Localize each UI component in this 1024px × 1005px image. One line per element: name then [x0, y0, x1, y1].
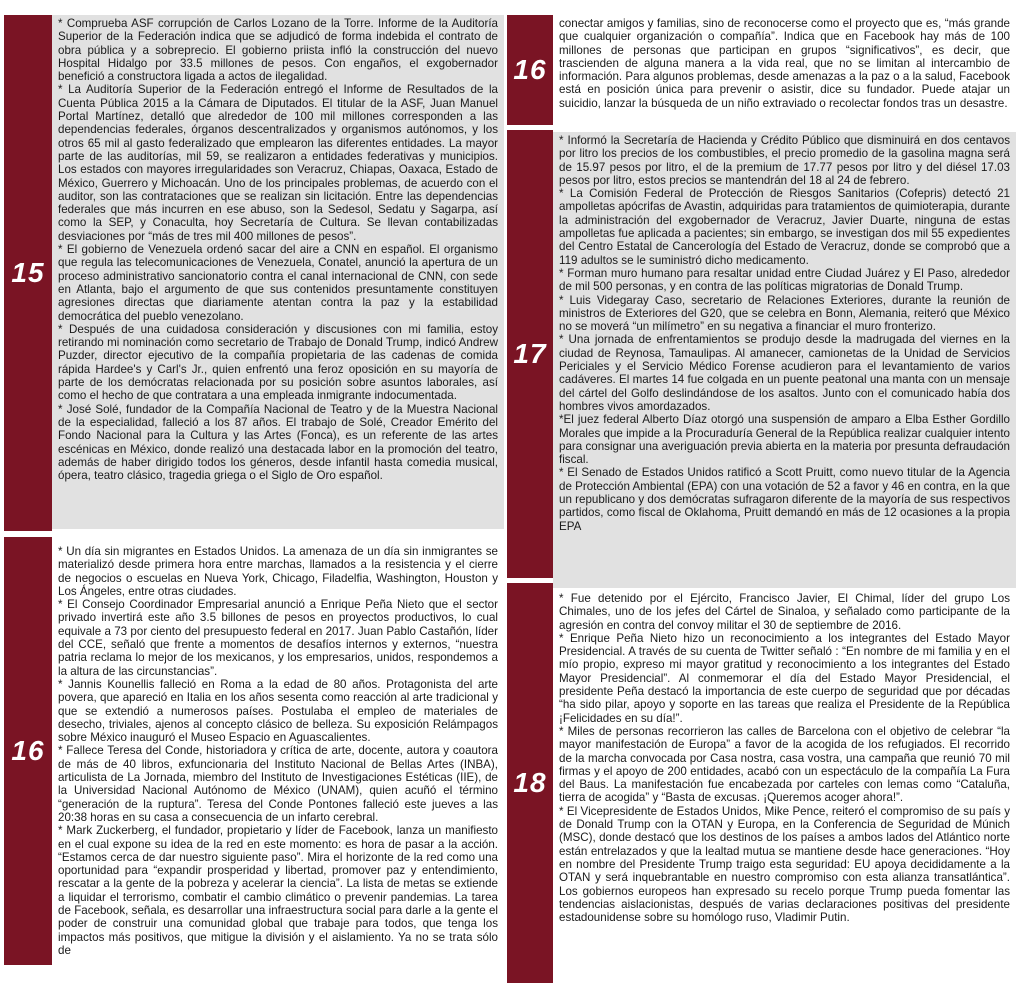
day-number-15: 15 [11, 257, 45, 288]
day-number-16: 16 [11, 735, 45, 766]
day-15-entries [52, 15, 504, 482]
news-entry: * La Comisión Federal de Protección de Riesgos Sanitarios (Cofepris) detectó 21 ampolletas apócrifas de Avastin, adquiridas para tratamientos de quimioterapia, durante la administración del exgobernador de Veracruz, Javier Duarte, ninguna de estas ampolletas fue aplicada a pacientes; sin embargo, se investigan dos mil 55 expedientes del Centro Estatal de Cancerología del Estado de Veracruz, donde se comprobó que a 119 adultos se le suministró dicho medicamento. [559, 187, 1010, 267]
day-18-entries [553, 588, 1016, 924]
news-entry: * El gobierno de Venezuela ordenó sacar del aire a CNN en español. El organismo que regula las telecomunicaciones de Venezuela, Conatel, anunció la apertura de un proceso administrativo sancionatorio contra el canal internacional de CNN, con sede en Atlanta, bajo el argumento de que sus contenidos presuntamente constituyen agresiones directas que diariamente atentan contra la paz y la estabilidad democrática del pueblo venezolano. [58, 243, 498, 323]
day-16-section-left [52, 543, 504, 995]
news-entry: * Un día sin migrantes en Estados Unidos. La amenaza de un día sin inmigrantes se materializó desde primera hora entre marchas, llamados a la resistencia y el cierre de negocios o escuelas en Nueva York, Chicago, Filadelfia, Washington, Houston y Los Ángeles, entre otras ciudades. [58, 545, 498, 598]
day-17-entries [553, 132, 1016, 533]
news-entry: * Informó la Secretaría de Hacienda y Crédito Público que disminuirá en dos centavos por litro los precios de los combustibles, el precio promedio de la gasolina magna será de 15.97 pesos por litro, el de la premium de 17.77 pesos por litro y del diésel 17.03 pesos por litro, estos precios se mantendrán del 18 al 24 de febrero. [559, 134, 1010, 187]
day-number-17: 17 [513, 338, 547, 369]
news-entry: * Comprueba ASF corrupción de Carlos Lozano de la Torre. Informe de la Auditoría Superior de la Federación indica que se adjudicó de forma indebida el contrato de obra pública y a sobreprecio. El gobierno priista infló la construcción del nuevo Hospital Hidalgo por 33.5 millones de pesos. Con engaños, el exgobernador benefició a constructora ligada a actos de ilegalidad. [58, 17, 498, 84]
left-column [52, 15, 504, 995]
news-entry: * Mark Zuckerberg, el fundador, propietario y líder de Facebook, lanza un manifiesto en el cual expone su idea de la red en este momento: es hora de pasar a la acción. “Estamos cerca de dar nuestro siguiente paso”. Mira el horizonte de la red como una oportunidad para “expandir prosperidad y libertad, promover paz y entendimiento, rescatar a la gente de la pobreza y acelerar la ciencia”. La lista de metas se extiende a liquidar el terrorismo, combatir el cambio climático o prevenir pandemias. La tarea de Facebook, señala, es desarrollar una infraestructura social para darle a la gente el poder de construir una comunidad global que trabaje para todos, que tenga los impactos más positivos, que mitigue la división y el aislamiento. Ya no se trata sólo de [58, 824, 498, 957]
day-16-entries-left [52, 543, 504, 957]
news-entry: * El Senado de Estados Unidos ratificó a Scott Pruitt, como nuevo titular de la Agencia de Protección Ambiental (EPA) con una votación de 52 a favor y 46 en contra, en la que un republicano y dos demócratas sufragaron diferente de la mayoría de sus respectivos partidos, como fiscal de Oklahoma, Pruitt demandó en más de 12 ocasiones a la propia EPA [559, 466, 1010, 533]
right-column [553, 15, 1016, 995]
news-entry: * Forman muro humano para resaltar unidad entre Ciudad Juárez y El Paso, alrededor de mil 500 personas, y en contra de las políticas migratorias de Donald Trump. [559, 266, 1010, 294]
day-16-section-right [553, 15, 1016, 127]
day-17-section [553, 132, 1016, 588]
news-entry: * Fue detenido por el Ejército, Francisco Javier, El Chimal, líder del grupo Los Chimales, uno de los jefes del Cártel de Sinaloa, y señalado como participante de la agresión en contra del convoy militar el 30 de septiembre de 2016. [559, 592, 1010, 632]
news-entry: *El juez federal Alberto Díaz otorgó una suspensión de amparo a Elba Esther Gordillo Morales que impide a la Procuraduría General de la República realizar cualquier intento para consignar una averiguación previa abierta en la materia por presunta defraudación fiscal. [559, 413, 1010, 467]
day-bar-15 [4, 15, 52, 531]
day-18-section [553, 588, 1016, 995]
day-bar-16-left [4, 537, 52, 965]
news-entry: * Luis Videgaray Caso, secretario de Relaciones Exteriores, durante la reunión de ministros de Exteriores del G20, que se celebra en Bonn, Alemania, reiteró que México no se moverá “un milímetro” en su negativa a financiar el muro fronterizo. [559, 293, 1010, 334]
news-entry: conectar amigos y familias, sino de reconocerse como el proyecto que es, “más grande que cualquier organización o compañía”. Indica que en Facebook hay más de 100 millones de personas que participan en grupos “significativos”, es decir, que trascienden de alguna manera a la vida real, que no se limitan al intercambio de información. Para algunos problemas, desde amenazas a la paz o a la salud, Facebook está en posición única para prevenir o asistir, dice su fundador. Puede atajar un suicidio, lanzar la búsqueda de un niño extraviado o recolectar fondos tras un desastre. [559, 17, 1010, 110]
day-number-16-right: 16 [513, 54, 547, 85]
news-entry: * Jannis Kounellis falleció en Roma a la edad de 80 años. Protagonista del arte povera, que apareció en Italia en los años sesenta como reacción al arte tradicional y que se extendió a numerosos países. Postulaba el empleo de materiales de desecho, triviales, ajenos al concepto clásico de belleza. Su exposición Relámpagos sobre México inauguró el Museo Espacio en Aguascalientes. [58, 677, 498, 745]
news-entry: * El Vicepresidente de Estados Unidos, Mike Pence, reiteró el compromiso de su país y de Donald Trump con la OTAN y Europa, en la Conferencia de Seguridad de Múnich (MSC), donde destacó que los destinos de los países a ambos lados del Atlántico norte están entrelazados y que la lealtad mutua se mantiene desde hace generaciones. “Hoy en nombre del Presidente Trump traigo esta seguridad: EU apoya decididamente a la OTAN y será inquebrantable en nuestro compromiso con esta alianza transatlántica”. Los gobiernos europeos han expresado su recelo porque Trump pueda fomentar las tendencias aislacionistas, después de varias declaraciones positivas del presidente estadounidense sobre su homólogo ruso, Vladimir Putin. [559, 804, 1010, 925]
news-entry: * Fallece Teresa del Conde, historiadora y crítica de arte, docente, autora y coautora de más de 40 libros, exfuncionaria del Instituto Nacional de Bellas Artes (INBA), articulista de La Jornada, miembro del Instituto de Investigaciones Estéticas (IIE), de la Universidad Nacional Autónomo de México (UNAM), quien acuñó el término “generación de la ruptura”. Teresa del Conde Pontones falleció este jueves a las 20:38 horas en su casa a consecuencia de un infarto cerebral. [58, 744, 498, 824]
news-entry: * Después de una cuidadosa consideración y discusiones con mi familia, estoy retirando mi nominación como secretario de Trabajo de Donald Trump, indicó Andrew Puzder, director ejecutivo de la compañía propietaria de las cadenas de comida rápida Hardee's y Carl's Jr., quien enfrentó una feroz oposición en su mayoría de parte de los demócratas relacionada por su posición sobre asuntos laborales, así como el hecho de que contratara a una empleada inmigrante indocumentada. [58, 322, 498, 403]
day-16-entries-right [553, 15, 1016, 110]
news-entry: * La Auditoría Superior de la Federación entregó el Informe de Resultados de la Cuenta Pública 2015 a la Cámara de Diputados. El titular de la ASF, Juan Manuel Portal Martínez, detalló que alrededor de 100 mil millones corresponden a las dependencias federales, órganos descentralizados y organismos autónomos, y los otros 65 mil al gasto federalizado que emplearon las diferentes entidades. La mayor parte de las auditorías, mil 59, se realizaron a entidades federativas y municipios. Los estados con mayores irregularidades son Veracruz, Chiapas, Oaxaca, Estado de México, Guerrero y Michoacán. Uno de los principales problemas, de acuerdo con el auditor, son las contrataciones que se realizan sin licitación. Entre las dependencias federales que más incurren en ese abuso, son la Sedesol, Sedatu y Sagarpa, así como la SEP, y Conaculta, hoy Secretaría de Cultura. Se llevan contabilizadas desviaciones por “más de tres mil 400 millones de pesos”. [58, 83, 498, 243]
day-number-18: 18 [513, 767, 547, 798]
day-bar-16-right [507, 15, 553, 125]
day-15-section [52, 15, 504, 529]
news-entry: * Miles de personas recorrieron las calles de Barcelona con el objetivo de celebrar “la mayor manifestación de Europa” a favor de la acogida de los refugiados. El recorrido de la marcha convocada por Casa nostra, casa vostra, una campaña que reunió 70 mil firmas y el apoyo de 200 entidades, acabó con un espectáculo de la compañía La Fura del Baus. La manifestación fue encabezada por carteles con lemas como “Cataluña, tierra de acogida” y “Basta de excusas. ¡Queremos acoger ahora!”. [559, 724, 1010, 805]
news-entry: * José Solé, fundador de la Compañía Nacional de Teatro y de la Muestra Nacional de la especialidad, falleció a los 87 años. El trabajo de Solé, Creador Emérito del Fondo Nacional para la Cultura y las Artes (Fonca), es un referente de las artes escénicas en México, donde realizó una destacada labor en la promoción del teatro, además de haber dirigido todos los géneros, desde infantil hasta comedia musical, ópera, teatro clásico, tragedia griega o el Siglo de Oro español. [58, 402, 498, 483]
news-entry: * Una jornada de enfrentamientos se produjo desde la madrugada del viernes en la ciudad de Reynosa, Tamaulipas. Al amanecer, camionetas de la Unidad de Servicios Periciales y el Servicio Médico Forense acudieron para el levantamiento de varios cadáveres. El martes 14 fue colgada en un puente peatonal una manta con un mensaje del cártel del Golfo deslindándose de los asaltos. Junto con el comunicado había dos hombres vivos amordazados. [559, 333, 1010, 413]
day-bar-18 [507, 583, 553, 983]
news-entry: * Enrique Peña Nieto hizo un reconocimiento a los integrantes del Estado Mayor Presidencial. A través de su cuenta de Twitter señaló : “En nombre de mi familia y en el mío propio, expreso mi mayor gratitud y reconocimiento a los integrantes del Estado Mayor Presidencial”. Al conmemorar el día del Estado Mayor Presidencial, el presidente Peña destacó la importancia de este cuerpo de seguridad que por décadas “ha sido pilar, apoyo y soporte en las tareas que realiza el Presidente de la República ¡Felicidades en su día!”. [559, 631, 1010, 725]
day-bar-17 [507, 130, 553, 578]
news-entry: * El Consejo Coordinador Empresarial anunció a Enrique Peña Nieto que el sector privado invertirá este año 3.5 billones de pesos en proyectos productivos, lo cual equivale a 73 por ciento del presupuesto federal en 2017. Juan Pablo Castañón, líder del CCE, señaló que frente a momentos de desafíos internos y externos, “nuestra patria reclama lo mejor de los mexicanos, y los empresarios, unidos, respondemos a la altura de las circunstancias”. [58, 598, 498, 678]
